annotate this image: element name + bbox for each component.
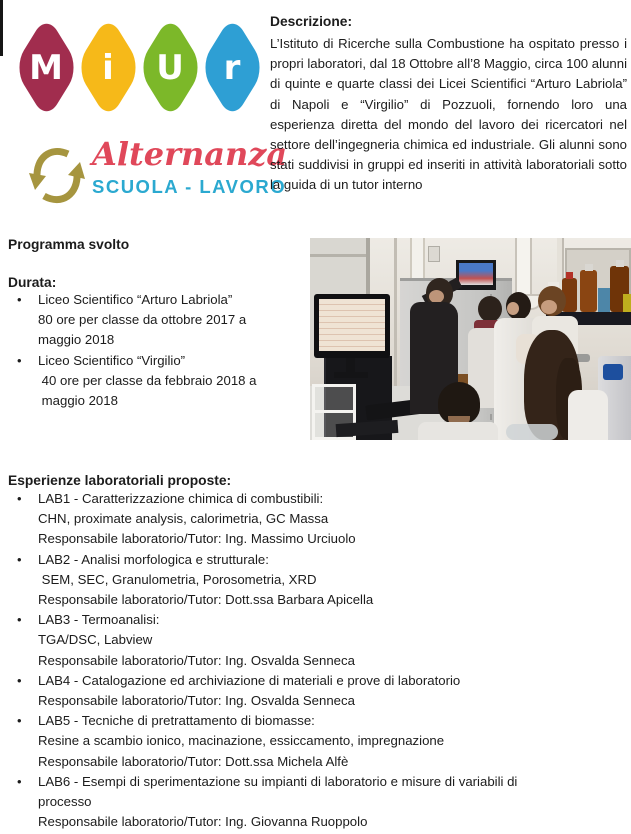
- bullet-icon: •: [17, 713, 22, 729]
- durata-title: Durata:: [8, 275, 57, 290]
- instrument-logo: [603, 364, 623, 380]
- miur-shape-r: [200, 12, 264, 124]
- list-item-line: Responsabile laboratorio/Tutor: Ing. Massimo Urciuolo: [38, 531, 356, 547]
- miur-letter: U: [156, 48, 184, 88]
- student-profile-face: [507, 302, 519, 315]
- bottle-cap-red: [566, 272, 573, 279]
- cycle-arrows-icon: [28, 140, 86, 210]
- list-item-line: Resine a scambio ionico, macinazione, essiccamento, impregnazione: [38, 733, 445, 749]
- bullet-icon: •: [17, 352, 22, 368]
- box-blue: [598, 288, 610, 312]
- list-item: [8, 671, 626, 711]
- pipe-center: [515, 238, 532, 300]
- list-item: [8, 351, 304, 412]
- miur-letter: M: [29, 48, 63, 88]
- list-item: [8, 772, 626, 833]
- list-item-line: Responsabile laboratorio/Tutor: Ing. Osvalda Senneca: [38, 652, 355, 668]
- bullet-icon: •: [17, 612, 22, 628]
- bullet-icon: •: [17, 773, 22, 789]
- list-item-line: Liceo Scientifico “Arturo Labriola”: [38, 292, 233, 307]
- list-item-line: SEM, SEC, Granulometria, Porosometria, XRD: [38, 571, 317, 587]
- list-item-line: Responsabile laboratorio/Tutor: Dott.ssa Michela Alfè: [38, 753, 349, 769]
- student-front-coat: [418, 422, 498, 440]
- monitor-base: [334, 372, 368, 378]
- miur-letter: r: [223, 48, 241, 88]
- window-frame-bar: [310, 254, 366, 257]
- list-item-line: TGA/DSC, Labview: [38, 632, 153, 648]
- bullet-icon: •: [17, 292, 22, 307]
- list-item-line: Liceo Scientifico “Virgilio”: [38, 352, 186, 368]
- scuola-lavoro-text: SCUOLA - LAVORO: [92, 176, 287, 197]
- bottle-cap-gray: [616, 260, 624, 267]
- list-item: [8, 711, 626, 772]
- list-item-line: LAB4 - Catalogazione ed archiviazione di materiali e prove di laboratorio: [38, 672, 461, 688]
- miur-shape-i: [76, 12, 140, 124]
- list-item: [8, 610, 626, 671]
- list-item-line: maggio 2018: [38, 332, 115, 348]
- list-item: [8, 489, 626, 550]
- lab-photo: [310, 238, 631, 440]
- list-item-line: Responsabile laboratorio/Tutor: Ing. Osvalda Senneca: [38, 693, 355, 709]
- list-item: [8, 550, 626, 611]
- list-item-line: LAB2 - Analisi morfologica e strutturale:: [38, 551, 269, 567]
- bottle-amber: [580, 270, 597, 312]
- wire-shelf-bar: [312, 410, 356, 413]
- student-scarf-head: [478, 296, 502, 322]
- scan-artifact-line: [0, 0, 3, 56]
- list-item-line: processo: [38, 794, 92, 810]
- description-section: [270, 12, 627, 196]
- miur-shape-u: [138, 12, 202, 124]
- student-curly-face: [541, 300, 557, 314]
- list-item-line: LAB3 - Termoanalisi:: [38, 612, 160, 628]
- bullet-icon: •: [17, 551, 22, 567]
- list-item-line: 40 ore per classe da febbraio 2018 a: [38, 372, 257, 388]
- list-item: [8, 290, 304, 351]
- list-item-line: 80 ore per classe da ottobre 2017 a: [38, 312, 247, 328]
- list-item-line: LAB6 - Esempi di sperimentazione su impianti di laboratorio e misure di variabili di: [38, 773, 518, 789]
- description-title: Descrizione:: [270, 14, 353, 29]
- list-item-line: Responsabile laboratorio/Tutor: Dott.ssa Barbara Apicella: [38, 592, 374, 608]
- monitor-screen: [319, 299, 385, 351]
- bottle-yellow: [623, 294, 631, 312]
- list-item-line: CHN, proximate analysis, calorimetria, GC Massa: [38, 511, 329, 527]
- durata-list: [8, 290, 304, 411]
- bullet-icon: •: [17, 672, 22, 688]
- alternanza-script-text: Alternanza: [92, 135, 288, 173]
- list-item-line: Responsabile laboratorio/Tutor: Ing. Giovanna Ruoppolo: [38, 814, 368, 830]
- small-monitor-screen: [459, 263, 493, 285]
- wall-seam: [394, 238, 397, 403]
- list-item-line: maggio 2018: [38, 393, 118, 409]
- labs-list: [8, 489, 626, 832]
- labs-title: Esperienze laboratoriali proposte:: [8, 473, 232, 488]
- description-paragraph: L’Istituto di Ricerche sulla Combustione ha ospitato presso i propri laboratori, dal 18 Ottobre all’8 Maggio, circa 100 alunni di quinte e quarte classi dei Licei Scientifici “Arturo Labriola” di Napoli e “Virgilio” di Pozzuoli, fornendo loro una esperienza diretta del mondo del lavoro dei ricercatori nel settore dell’ingegneria chimica ed industriale. Gli alunni sono stati suddivisi in gruppi ed inseriti in attività laboratoriali sotto la guida di un tutor interno: [270, 36, 627, 193]
- miur-logo: [14, 12, 266, 130]
- list-item-line: LAB5 - Tecniche di pretrattamento di biomasse:: [38, 713, 315, 729]
- junction-box: [428, 246, 440, 262]
- miur-shape-m: [14, 12, 78, 124]
- plastic-bag: [506, 424, 558, 440]
- list-item-line: LAB1 - Caratterizzazione chimica di combustibili:: [38, 491, 324, 506]
- girl-coat: [568, 390, 608, 440]
- bullet-icon: •: [17, 491, 22, 506]
- program-title: Programma svolto: [8, 237, 130, 252]
- miur-letter: i: [102, 48, 114, 88]
- bottle-cap-white: [585, 264, 593, 271]
- alternanza-logo: [92, 134, 288, 200]
